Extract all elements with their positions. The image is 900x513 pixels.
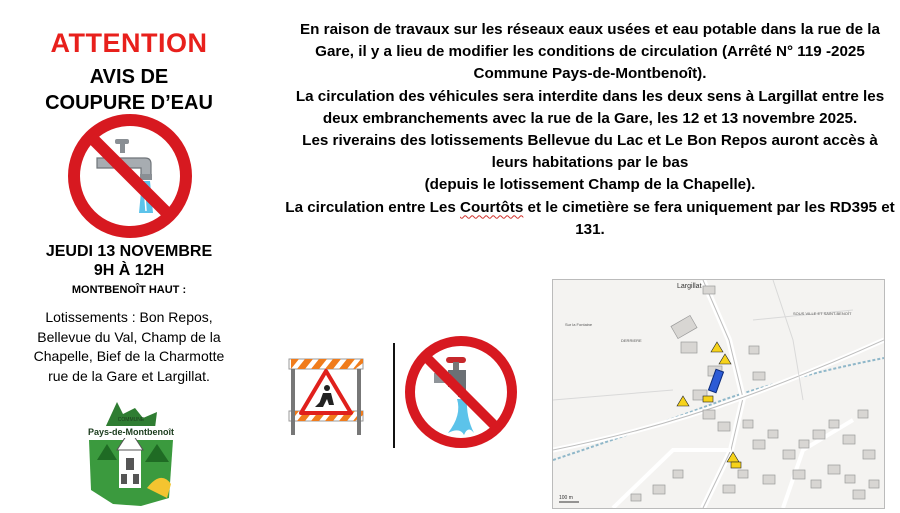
courtots-word: Courtôts <box>460 198 524 216</box>
map-label-largillat: Largillat <box>677 283 702 290</box>
streets-line: Lotissements : Bon Repos, <box>45 309 213 325</box>
notice-heading-line1: AVIS DE <box>89 66 169 88</box>
map-label-sous-ville: SOUS VILLE ET SAINT-BENOÎT <box>793 311 852 316</box>
divider <box>393 343 395 448</box>
notice-paragraph: La circulation des véhicules sera interdite dans les deux sens à Largillat entre les deux embranchements avec la rue de la Gare, les 12 et 13 novembre 2025. <box>295 87 885 127</box>
notice-paragraph: (depuis le lotissement Champ de la Chapelle). <box>424 176 756 194</box>
logo-commune-text: COMMUNE <box>117 417 145 423</box>
commune-logo <box>83 400 179 508</box>
map-label-derriere: DERRIERE <box>621 338 642 343</box>
streets-line: Bellevue du Val, Champ de la <box>37 328 221 345</box>
street-map <box>552 279 885 509</box>
streets-line: Chapelle, Bief de la Charmotte <box>33 348 225 364</box>
no-water-tap-icon <box>404 335 518 449</box>
roadwork-sign-icon <box>287 355 365 437</box>
affected-streets <box>0 308 258 386</box>
traffic-notice <box>285 19 895 241</box>
attention-title: ATTENTION <box>50 28 208 58</box>
map-label-fontaine: Sur la Fontaine <box>565 322 593 327</box>
notice-text: et le cimetière se fera uniquement par les RD395 et 131. <box>523 198 895 238</box>
time-line: 9H À 12H <box>93 262 165 279</box>
notice-paragraph: En raison de travaux sur les réseaux eaux usées et eau potable dans la rue de la Gare, il y a lieu de modifier les conditions de circulation (Arrêté N° 119 -2025 Commune Pays-de-Montbenoît). <box>300 21 880 83</box>
map-drawing <box>553 280 884 508</box>
date-line: JEUDI 13 NOVEMBRE <box>45 243 213 260</box>
notice-text: La circulation entre Les <box>285 198 461 216</box>
date-time-block <box>0 242 258 280</box>
streets-line: rue de la Gare et Largillat. <box>48 367 210 384</box>
notice-paragraph <box>285 197 895 241</box>
notice-heading-line2: COUPURE D’EAU <box>45 92 213 114</box>
map-scale-label: 100 m <box>559 495 573 501</box>
area-label: MONTBENOÎT HAUT : <box>71 284 187 296</box>
notice-paragraph: Les riverains des lotissements Bellevue du Lac et Le Bon Repos auront accès à leurs habitations par le bas <box>302 132 878 172</box>
notice-heading <box>0 64 258 116</box>
logo-name-text: Pays-de-Montbenoît <box>87 427 175 437</box>
no-water-tap-icon <box>67 113 193 239</box>
